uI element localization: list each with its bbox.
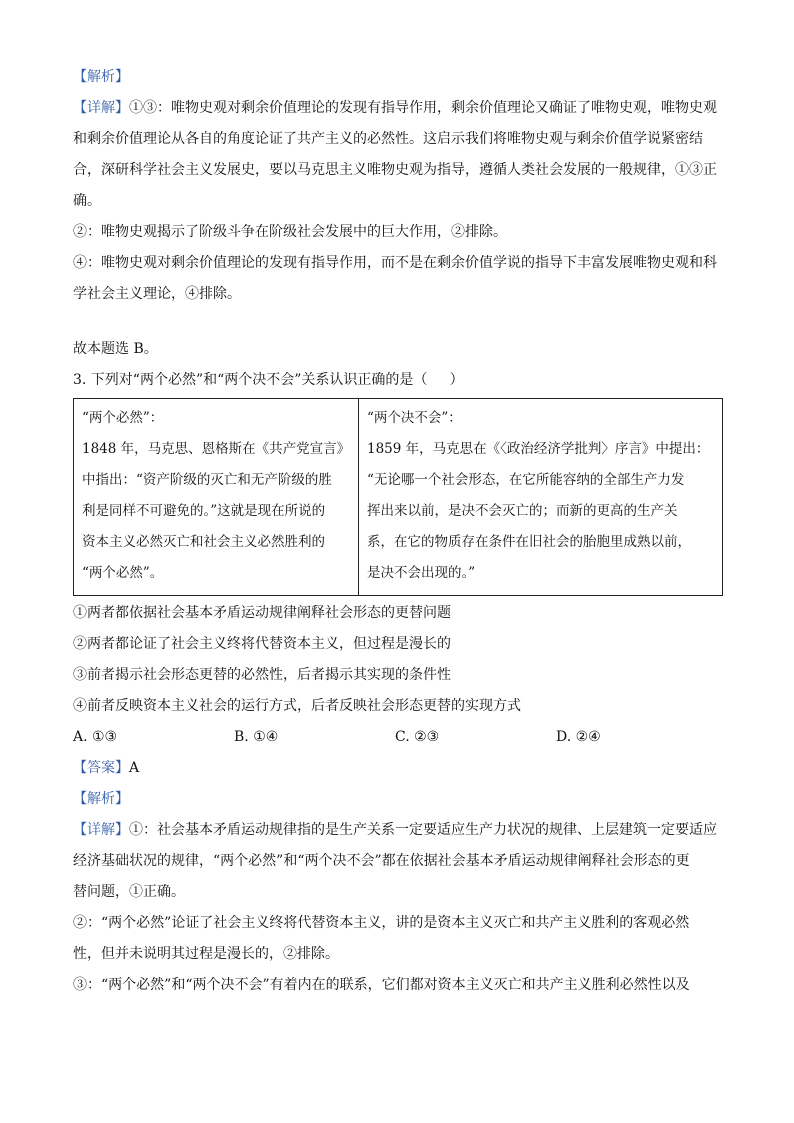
cell-line: 是决不会出现的。”: [367, 565, 476, 581]
material-table: [73, 398, 723, 596]
detail-label: 【详解】: [73, 822, 129, 838]
detail-line: ③：“两个必然”和“两个决不会”有着内在的联系，它们都对资本主义灭亡和共产主义胜利必然性以及: [73, 977, 690, 993]
answer-label: 【答案】: [73, 760, 129, 776]
detail-line: 替问题，①正确。: [73, 884, 185, 900]
cell-line: 1859 年，马克思在《〈政治经济学批判〉序言》中提出：: [367, 441, 710, 457]
detail-line: ④：唯物史观对剩余价值理论的发现有指导作用，而不是在剩余价值学说的指导下丰富发展唯物史观和科: [73, 255, 717, 271]
statement: ②两者都论证了社会主义终将代替资本主义，但过程是漫长的: [73, 636, 451, 652]
detail-line: 和剩余价值理论从各自的角度论证了共产主义的必然性。这启示我们将唯物史观与剩余价值学说紧密结: [73, 131, 703, 147]
detail-line: 学社会主义理论，④排除。: [73, 286, 241, 302]
cell-line: “两个必然”：: [82, 410, 164, 426]
spacer: [73, 310, 723, 334]
detail-line: ②：唯物史观揭示了阶级斗争在阶级社会发展中的巨大作用，②排除。: [73, 224, 507, 240]
option-a: A. ①③: [73, 729, 118, 745]
statement: ③前者揭示社会形态更替的必然性，后者揭示其实现的条件性: [73, 667, 451, 683]
cell-line: 资本主义必然灭亡和社会主义必然胜利的: [82, 534, 325, 550]
cell-line: 挥出来以前，是决不会灭亡的；而新的更高的生产关: [367, 503, 678, 519]
statement: ①两者都依据社会基本矛盾运动规律阐释社会形态的更替问题: [73, 605, 451, 621]
option-b: B. ①④: [234, 729, 279, 745]
two-nevers-cell: [359, 399, 723, 596]
detail-line: ②：“两个必然”论证了社会主义终将代替资本主义，讲的是资本主义灭亡和共产主义胜利的客观必然: [73, 915, 690, 931]
document-page: [73, 62, 723, 1001]
option-c: C. ②③: [395, 729, 440, 745]
detail-line: 经济基础状况的规律，“两个必然”和“两个决不会”都在依据社会基本矛盾运动规律阐释社会形态的更: [73, 853, 690, 869]
detail-paragraph: [73, 815, 723, 846]
cell-line: 1848 年，马克思、恩格斯在《共产党宣言》: [82, 441, 351, 457]
question-stem: 3. 下列对“两个必然”和“两个决不会”关系认识正确的是（ ）: [73, 372, 464, 388]
cell-line: “两个决不会”：: [367, 410, 462, 426]
analysis-label: 【解析】: [73, 69, 129, 85]
detail-line: 合，深研科学社会主义发展史，要以马克思主义唯物史观为指导，遵循人类社会发展的一般规律，①③正: [73, 162, 717, 178]
cell-line: 系，在它的物质存在条件在旧社会的胎胞里成熟以前，: [367, 534, 691, 550]
two-inevitabilities-cell: [74, 399, 359, 596]
detail-line: 性，但并未说明其过程是漫长的，②排除。: [73, 946, 339, 962]
detail-text: ①：社会基本矛盾运动规律指的是生产关系一定要适应生产力状况的规律、上层建筑一定要适应: [129, 822, 717, 838]
analysis-label: 【解析】: [73, 791, 129, 807]
answer-value: A: [129, 760, 140, 776]
detail-label: 【详解】: [73, 100, 129, 116]
answer-options: [73, 722, 723, 753]
cell-line: 利是同样不可避免的。”这就是现在所说的: [82, 503, 326, 519]
cell-line: “无论哪一个社会形态，在它所能容纳的全部生产力发: [367, 472, 685, 488]
conclusion: 故本题选 B。: [73, 341, 158, 357]
cell-line: “两个必然”。: [82, 565, 164, 581]
statement: ④前者反映资本主义社会的运行方式，后者反映社会形态更替的实现方式: [73, 698, 521, 714]
detail-line: 确。: [73, 193, 101, 209]
cell-line: 中指出：“资产阶级的灭亡和无产阶级的胜: [82, 472, 332, 488]
option-d: D. ②④: [556, 729, 601, 745]
detail-text: ①③：唯物史观对剩余价值理论的发现有指导作用，剩余价值理论又确证了唯物史观，唯物史观: [129, 100, 717, 116]
answer-line: [73, 753, 723, 784]
detail-paragraph: [73, 93, 723, 124]
